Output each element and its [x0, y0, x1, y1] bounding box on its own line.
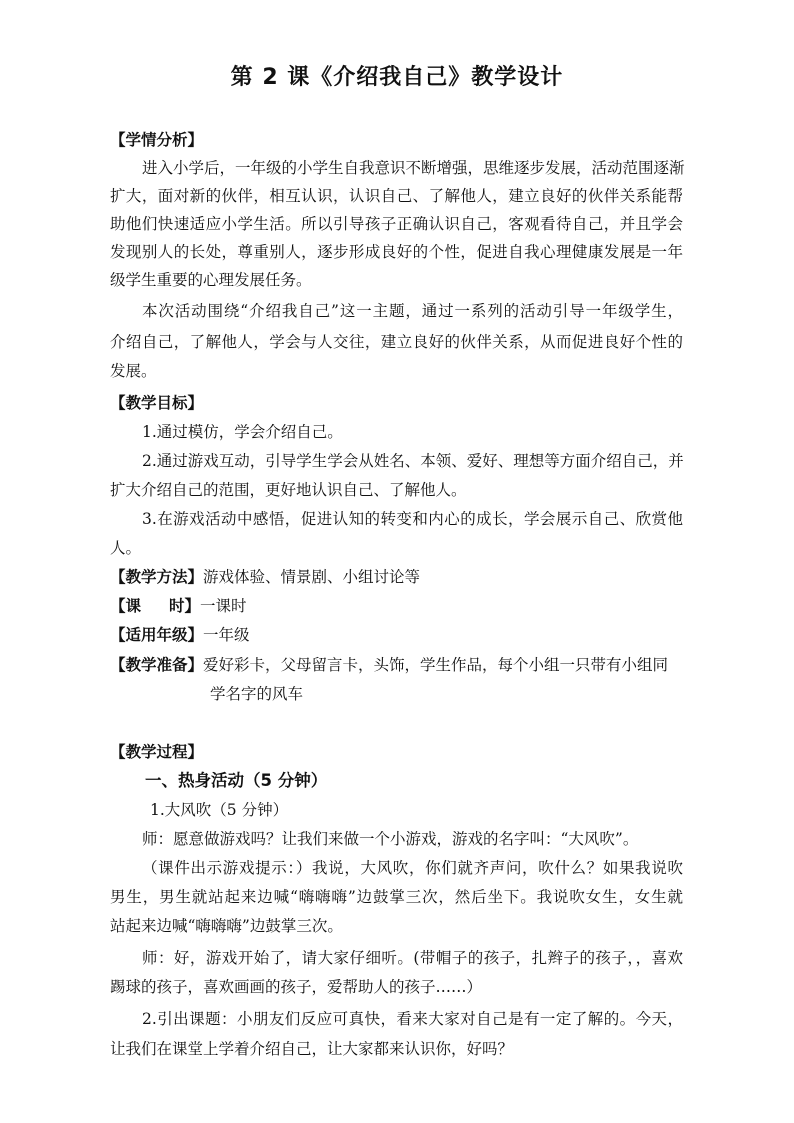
process-line: 2.引出课题：小朋友们反应可真快，看来大家对自己是有一定了解的。今天， — [142, 1010, 683, 1028]
process-line: 1.大风吹（5 分钟） — [150, 801, 289, 819]
analysis-line: 助他们快速适应小学生活。所以引导孩子正确认识自己，客观看待自己，并且学会 — [110, 215, 683, 233]
process-line: 让我们在课堂上学着介绍自己，让大家都来认识你，好吗？ — [110, 1040, 514, 1058]
grade-label: 【适用年级】 — [110, 626, 204, 644]
goal-item: 3.在游戏活动中感悟，促进认知的转变和内心的成长，学会展示自己、欣赏他 — [142, 510, 683, 528]
section-warmup-heading: 一、热身活动（5 分钟） — [145, 771, 328, 790]
goal-item: 人。 — [110, 539, 142, 557]
period-row — [110, 595, 247, 617]
grade-row — [110, 624, 250, 646]
process-line: 师：好，游戏开始了，请大家仔细听。(带帽子的孩子，扎辫子的孩子，，喜欢 — [142, 949, 683, 967]
preparation-row — [110, 654, 668, 676]
page-title: 第 2 课《介绍我自己》教学设计 — [230, 65, 564, 90]
period-label-open: 【课 — [110, 597, 142, 615]
method-label: 【教学方法】 — [110, 568, 204, 586]
analysis-line: 扩大，面对新的伙伴，相互认识，认识自己、了解他人，建立良好的伙伴关系能帮 — [110, 187, 683, 205]
analysis-line: 进入小学后，一年级的小学生自我意识不断增强，思维逐步发展，活动范围逐渐 — [142, 159, 685, 177]
goal-item: 扩大介绍自己的范围，更好地认识自己、了解他人。 — [110, 481, 467, 499]
period-value: 一课时 — [200, 597, 247, 615]
analysis-line: 本次活动围绕“介绍我自己”这一主题，通过一系列的活动引导一年级学生， — [142, 302, 683, 320]
analysis-line: 级学生重要的心理发展任务。 — [110, 271, 312, 289]
goals-heading: 【教学目标】 — [110, 394, 204, 412]
process-line: 师：愿意做游戏吗？让我们来做一个小游戏，游戏的名字叫：“大风吹”。 — [142, 830, 639, 848]
goal-item: 2.通过游戏互动，引导学生学会从姓名、本领、爱好、理想等方面介绍自己，并 — [142, 452, 684, 470]
analysis-line: 发现别人的长处，尊重别人，逐步形成良好的个性，促进自我心理健康发展是一年 — [110, 243, 683, 261]
process-heading: 【教学过程】 — [110, 743, 204, 761]
method-value: 游戏体验、情景剧、小组讨论等 — [203, 568, 421, 586]
period-label-close: 时】 — [169, 597, 201, 615]
analysis-heading: 【学情分析】 — [110, 131, 204, 149]
process-line: （课件出示游戏提示：）我说，大风吹，你们就齐声问，吹什么？如果我说吹 — [142, 859, 683, 877]
preparation-value-line1: 爱好彩卡，父母留言卡，头饰，学生作品，每个小组一只带有小组同 — [203, 656, 669, 674]
process-line: 男生，男生就站起来边喊“嗨嗨嗨”边鼓掌三次，然后坐下。我说吹女生，女生就 — [110, 888, 683, 906]
analysis-line: 介绍自己，了解他人，学会与人交往，建立良好的伙伴关系，从而促进良好个性的 — [110, 333, 683, 351]
analysis-line: 发展。 — [110, 362, 157, 380]
preparation-value-line2: 学名字的风车 — [210, 685, 304, 703]
process-line: 踢球的孩子，喜欢画画的孩子，爱帮助人的孩子……） — [110, 978, 483, 996]
preparation-label: 【教学准备】 — [110, 656, 204, 674]
goal-item: 1.通过模仿，学会介绍自己。 — [142, 423, 343, 441]
grade-value: 一年级 — [203, 626, 250, 644]
method-row — [110, 566, 420, 588]
process-line: 站起来边喊“嗨嗨嗨”边鼓掌三次。 — [110, 917, 343, 935]
